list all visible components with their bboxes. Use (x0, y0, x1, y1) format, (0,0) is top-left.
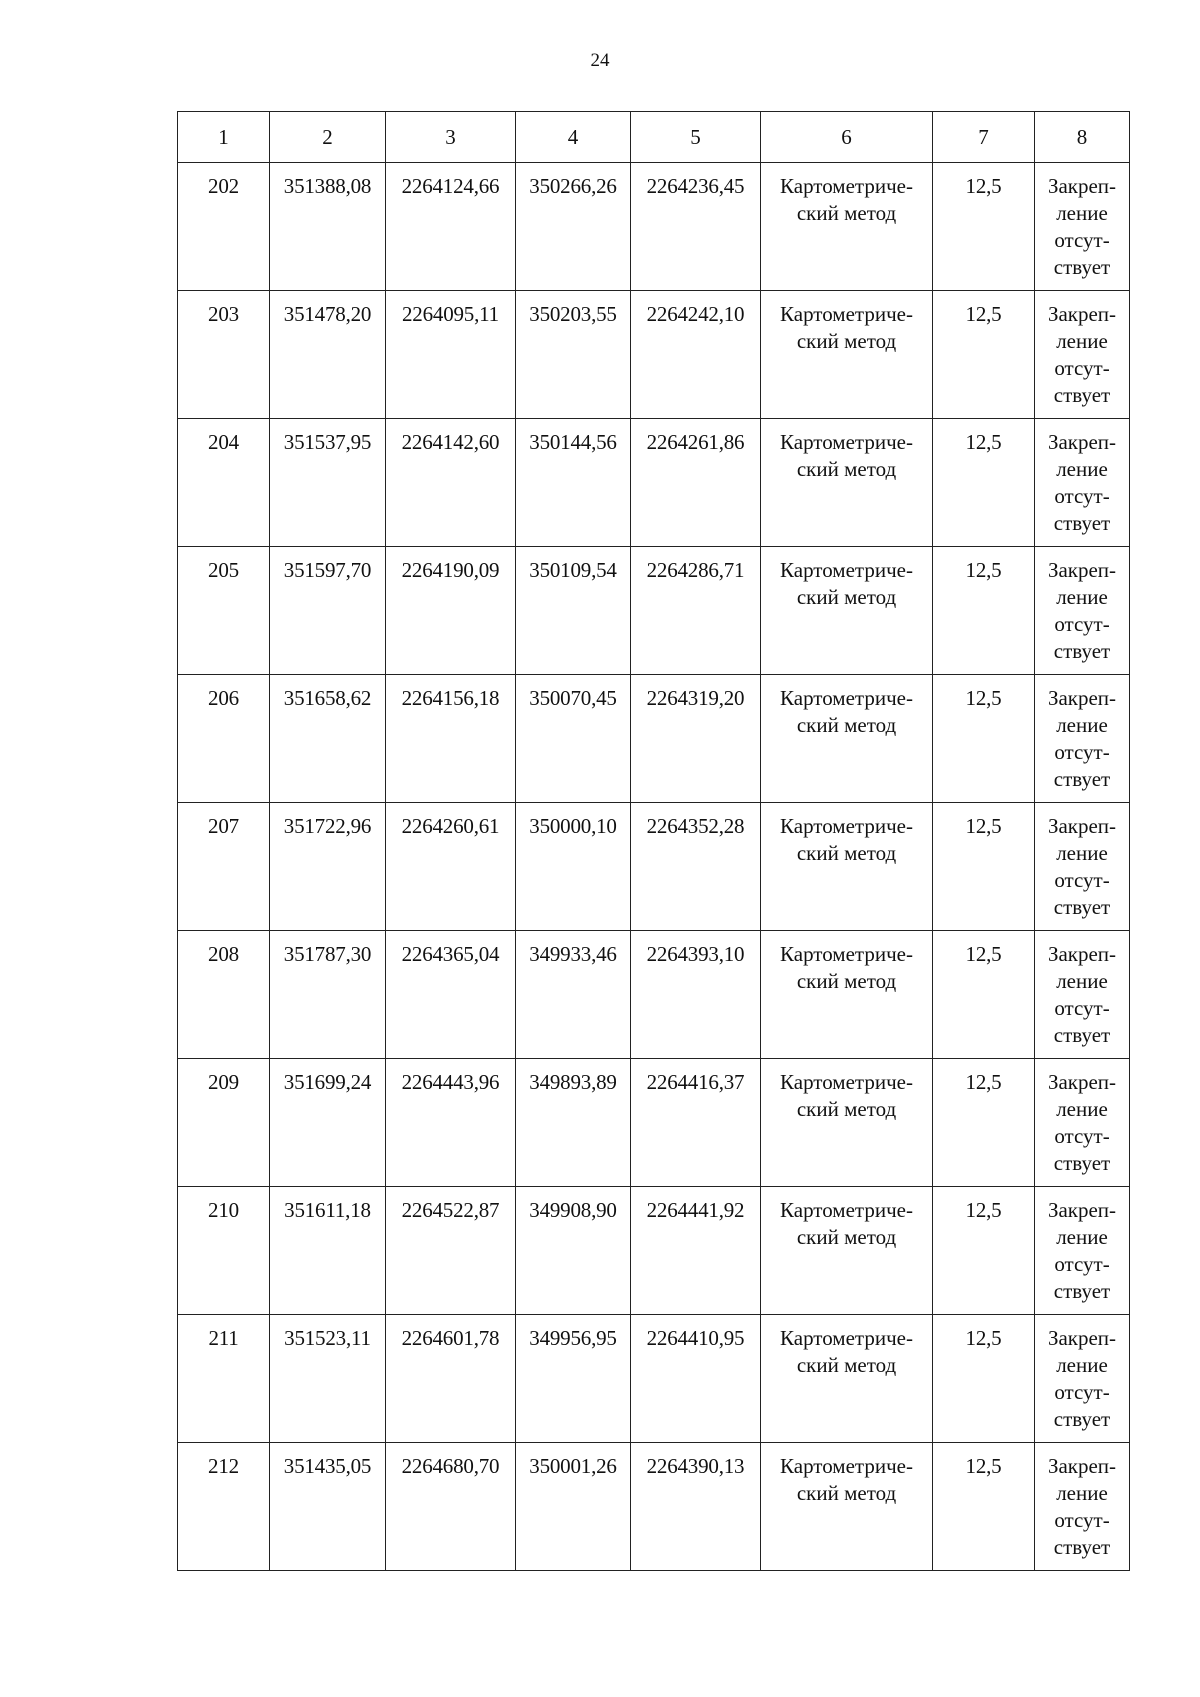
coordinates-table (177, 111, 1130, 1571)
accuracy-cell: 12,5 (933, 547, 1035, 675)
table-header-row (178, 112, 1130, 163)
accuracy-cell: 12,5 (933, 291, 1035, 419)
y-coordinate-cell: 2264095,11 (386, 291, 516, 419)
table-row (178, 803, 1130, 931)
x-coordinate-alt-cell: 350144,56 (516, 419, 631, 547)
page-number: 24 (590, 50, 610, 71)
column-header: 1 (178, 112, 270, 163)
y-coordinate-alt-cell: 2264261,86 (631, 419, 761, 547)
y-coordinate-cell: 2264522,87 (386, 1187, 516, 1315)
fixation-line: отсут- (1054, 612, 1110, 636)
x-coordinate-alt-cell: 350000,10 (516, 803, 631, 931)
fixation-line: отсут- (1054, 996, 1110, 1020)
y-coordinate-alt-cell: 2264319,20 (631, 675, 761, 803)
method-line: ский метод (796, 1353, 897, 1377)
y-coordinate-cell: 2264601,78 (386, 1315, 516, 1443)
accuracy-cell: 12,5 (933, 675, 1035, 803)
method-line: Картометриче- (780, 1070, 913, 1094)
method-cell (761, 547, 933, 675)
fixation-line: отсут- (1054, 1252, 1110, 1276)
fixation-line: отсут- (1054, 356, 1110, 380)
fixation-line: отсут- (1054, 1508, 1110, 1532)
x-coordinate-alt-cell: 349908,90 (516, 1187, 631, 1315)
accuracy-cell: 12,5 (933, 931, 1035, 1059)
x-coordinate-cell: 351722,96 (270, 803, 386, 931)
method-cell (761, 1443, 933, 1571)
method-cell (761, 1059, 933, 1187)
y-coordinate-cell: 2264680,70 (386, 1443, 516, 1571)
method-line: Картометриче- (780, 558, 913, 582)
fixation-cell (1035, 163, 1130, 291)
accuracy-cell: 12,5 (933, 1059, 1035, 1187)
table-row (178, 1059, 1130, 1187)
point-number-cell: 212 (178, 1443, 270, 1571)
method-line: Картометриче- (780, 1326, 913, 1350)
y-coordinate-alt-cell: 2264410,95 (631, 1315, 761, 1443)
method-cell (761, 163, 933, 291)
fixation-line: ление (1056, 329, 1108, 353)
accuracy-cell: 12,5 (933, 1187, 1035, 1315)
fixation-line: ствует (1053, 767, 1111, 791)
method-line: Картометриче- (780, 814, 913, 838)
y-coordinate-cell: 2264156,18 (386, 675, 516, 803)
fixation-line: отсут- (1054, 868, 1110, 892)
method-line: Картометриче- (780, 430, 913, 454)
point-number-cell: 209 (178, 1059, 270, 1187)
y-coordinate-cell: 2264365,04 (386, 931, 516, 1059)
method-cell (761, 1315, 933, 1443)
table-row (178, 931, 1130, 1059)
accuracy-cell: 12,5 (933, 803, 1035, 931)
method-line: ский метод (796, 1225, 897, 1249)
accuracy-cell: 12,5 (933, 1315, 1035, 1443)
fixation-cell (1035, 547, 1130, 675)
y-coordinate-alt-cell: 2264352,28 (631, 803, 761, 931)
fixation-line: Закреп- (1047, 174, 1117, 198)
x-coordinate-alt-cell: 350001,26 (516, 1443, 631, 1571)
x-coordinate-alt-cell: 349956,95 (516, 1315, 631, 1443)
column-header: 3 (386, 112, 516, 163)
method-cell (761, 419, 933, 547)
accuracy-cell: 12,5 (933, 163, 1035, 291)
fixation-cell (1035, 675, 1130, 803)
y-coordinate-alt-cell: 2264286,71 (631, 547, 761, 675)
y-coordinate-alt-cell: 2264441,92 (631, 1187, 761, 1315)
fixation-line: Закреп- (1047, 430, 1117, 454)
x-coordinate-cell: 351537,95 (270, 419, 386, 547)
y-coordinate-alt-cell: 2264236,45 (631, 163, 761, 291)
x-coordinate-cell: 351699,24 (270, 1059, 386, 1187)
fixation-line: ление (1056, 841, 1108, 865)
fixation-line: отсут- (1054, 1380, 1110, 1404)
method-cell (761, 675, 933, 803)
fixation-line: ствует (1053, 1279, 1111, 1303)
y-coordinate-alt-cell: 2264393,10 (631, 931, 761, 1059)
x-coordinate-cell: 351435,05 (270, 1443, 386, 1571)
point-number-cell: 205 (178, 547, 270, 675)
y-coordinate-cell: 2264260,61 (386, 803, 516, 931)
fixation-line: Закреп- (1047, 814, 1117, 838)
fixation-line: ствует (1053, 511, 1111, 535)
table-row (178, 547, 1130, 675)
fixation-line: ление (1056, 585, 1108, 609)
fixation-line: ствует (1053, 1535, 1111, 1559)
fixation-line: Закреп- (1047, 1070, 1117, 1094)
column-header: 5 (631, 112, 761, 163)
fixation-line: Закреп- (1047, 686, 1117, 710)
fixation-cell (1035, 291, 1130, 419)
method-line: Картометриче- (780, 1454, 913, 1478)
fixation-line: ление (1056, 969, 1108, 993)
x-coordinate-cell: 351658,62 (270, 675, 386, 803)
fixation-line: отсут- (1054, 740, 1110, 764)
point-number-cell: 207 (178, 803, 270, 931)
fixation-cell (1035, 1315, 1130, 1443)
fixation-line: ствует (1053, 1151, 1111, 1175)
column-header: 7 (933, 112, 1035, 163)
method-line: Картометриче- (780, 302, 913, 326)
table-row (178, 1315, 1130, 1443)
fixation-line: ствует (1053, 639, 1111, 663)
fixation-line: ление (1056, 457, 1108, 481)
point-number-cell: 202 (178, 163, 270, 291)
fixation-line: ствует (1053, 383, 1111, 407)
column-header: 4 (516, 112, 631, 163)
table-row (178, 675, 1130, 803)
fixation-line: Закреп- (1047, 302, 1117, 326)
fixation-line: Закреп- (1047, 942, 1117, 966)
x-coordinate-alt-cell: 349933,46 (516, 931, 631, 1059)
fixation-line: ствует (1053, 255, 1111, 279)
method-line: Картометриче- (780, 686, 913, 710)
fixation-line: отсут- (1054, 228, 1110, 252)
method-cell (761, 291, 933, 419)
point-number-cell: 206 (178, 675, 270, 803)
fixation-cell (1035, 1059, 1130, 1187)
y-coordinate-cell: 2264190,09 (386, 547, 516, 675)
table-row (178, 1187, 1130, 1315)
method-line: ский метод (796, 585, 897, 609)
method-cell (761, 803, 933, 931)
fixation-line: ление (1056, 1225, 1108, 1249)
method-line: ский метод (796, 713, 897, 737)
x-coordinate-cell: 351611,18 (270, 1187, 386, 1315)
fixation-line: ление (1056, 1097, 1108, 1121)
x-coordinate-alt-cell: 350070,45 (516, 675, 631, 803)
fixation-line: ствует (1053, 895, 1111, 919)
table-row (178, 419, 1130, 547)
method-cell (761, 931, 933, 1059)
y-coordinate-cell: 2264142,60 (386, 419, 516, 547)
x-coordinate-alt-cell: 350266,26 (516, 163, 631, 291)
fixation-line: ление (1056, 201, 1108, 225)
fixation-line: ление (1056, 1353, 1108, 1377)
fixation-line: Закреп- (1047, 1454, 1117, 1478)
x-coordinate-cell: 351388,08 (270, 163, 386, 291)
fixation-cell (1035, 1187, 1130, 1315)
fixation-line: ление (1056, 713, 1108, 737)
fixation-line: отсут- (1054, 484, 1110, 508)
point-number-cell: 208 (178, 931, 270, 1059)
fixation-line: ление (1056, 1481, 1108, 1505)
method-line: Картометриче- (780, 942, 913, 966)
x-coordinate-cell: 351523,11 (270, 1315, 386, 1443)
y-coordinate-alt-cell: 2264416,37 (631, 1059, 761, 1187)
x-coordinate-alt-cell: 350109,54 (516, 547, 631, 675)
accuracy-cell: 12,5 (933, 1443, 1035, 1571)
fixation-line: Закреп- (1047, 558, 1117, 582)
x-coordinate-alt-cell: 349893,89 (516, 1059, 631, 1187)
method-line: ский метод (796, 841, 897, 865)
method-line: ский метод (796, 1097, 897, 1121)
accuracy-cell: 12,5 (933, 419, 1035, 547)
method-line: ский метод (796, 457, 897, 481)
fixation-line: Закреп- (1047, 1198, 1117, 1222)
x-coordinate-cell: 351787,30 (270, 931, 386, 1059)
method-line: ский метод (796, 1481, 897, 1505)
fixation-line: ствует (1053, 1023, 1111, 1047)
column-header: 2 (270, 112, 386, 163)
x-coordinate-alt-cell: 350203,55 (516, 291, 631, 419)
column-header: 6 (761, 112, 933, 163)
y-coordinate-alt-cell: 2264390,13 (631, 1443, 761, 1571)
method-line: ский метод (796, 969, 897, 993)
fixation-cell (1035, 419, 1130, 547)
x-coordinate-cell: 351478,20 (270, 291, 386, 419)
table-row (178, 163, 1130, 291)
method-line: Картометриче- (780, 174, 913, 198)
y-coordinate-cell: 2264443,96 (386, 1059, 516, 1187)
method-cell (761, 1187, 933, 1315)
point-number-cell: 210 (178, 1187, 270, 1315)
column-header: 8 (1035, 112, 1130, 163)
x-coordinate-cell: 351597,70 (270, 547, 386, 675)
y-coordinate-cell: 2264124,66 (386, 163, 516, 291)
table-row (178, 291, 1130, 419)
fixation-line: отсут- (1054, 1124, 1110, 1148)
fixation-line: ствует (1053, 1407, 1111, 1431)
fixation-cell (1035, 803, 1130, 931)
fixation-cell (1035, 1443, 1130, 1571)
method-line: ский метод (796, 329, 897, 353)
point-number-cell: 211 (178, 1315, 270, 1443)
method-line: ский метод (796, 201, 897, 225)
method-line: Картометриче- (780, 1198, 913, 1222)
point-number-cell: 204 (178, 419, 270, 547)
table-row (178, 1443, 1130, 1571)
y-coordinate-alt-cell: 2264242,10 (631, 291, 761, 419)
point-number-cell: 203 (178, 291, 270, 419)
fixation-line: Закреп- (1047, 1326, 1117, 1350)
fixation-cell (1035, 931, 1130, 1059)
